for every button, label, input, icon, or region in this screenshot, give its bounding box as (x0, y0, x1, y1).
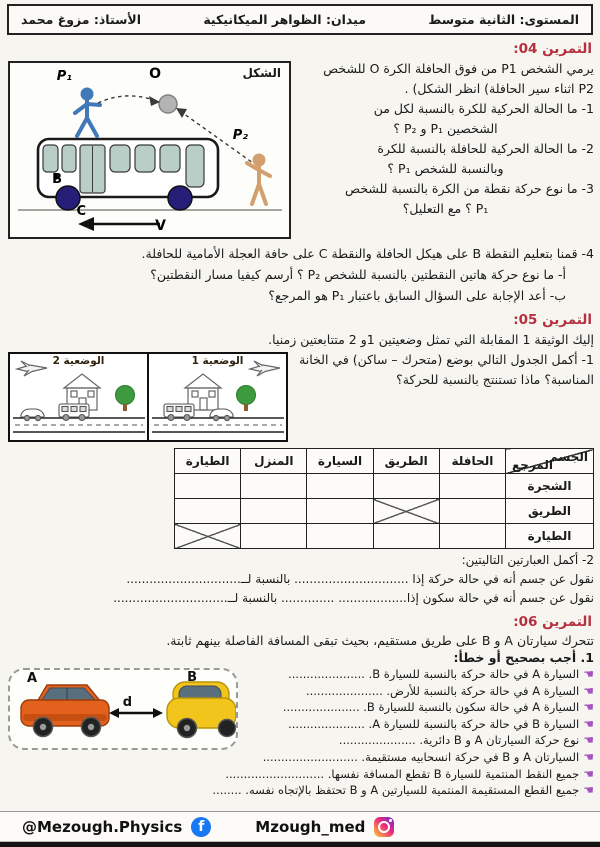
arrowhead (78, 217, 94, 231)
ex05-q1-line: المناسبة؟ ماذا تستنتج بالنسبة للحركة؟ (396, 372, 594, 387)
ex05-title: التمرين 05: (513, 312, 592, 328)
hand-bullet-icon: ☚ (583, 733, 594, 748)
ex05-q2 (6, 551, 594, 608)
table-cell[interactable] (439, 524, 505, 549)
point-b-label: B (52, 172, 62, 187)
header-teacher: الأستاذ: مزوغ محمد (21, 12, 141, 27)
list-item: ☚جميع النقط المنتمية للسيارة B تقطع المسافة نفسها. ........................... (225, 766, 594, 781)
header-field: ميدان: الظواهر الميكانيكية (203, 12, 366, 27)
distance-label: d (122, 695, 132, 710)
corner-body-label: الجسم (549, 450, 588, 464)
facebook-handle: @Mezough.Physics (22, 817, 183, 836)
table-cell[interactable] (175, 499, 241, 524)
ex04-line: أ- ما نوع حركة هاتين النقطتين بالنسبة للشخص P₂ ؟ أرسم كيفيا مسار النقطتين؟ (150, 267, 566, 282)
list-item: ☚السيارتان A و B في حركة انسحابيه مستقيمة. .......................... (262, 749, 594, 764)
instagram-handle: Mzough_med (255, 817, 366, 836)
hand-bullet-icon: ☚ (583, 766, 594, 781)
row-header: الطريق (506, 499, 594, 524)
ex04-body (6, 59, 594, 306)
table-cell (373, 499, 439, 524)
hand-bullet-icon: ☚ (583, 749, 594, 764)
ex04-line: وبالنسبة للشخص P₁ ؟ (387, 161, 504, 176)
ex05-intro: إليك الوثيقة 1 المقابلة التي تمثل وضعيتين 1و 2 متتابعتين زمنيا. (268, 332, 594, 347)
table-cell[interactable] (175, 474, 241, 499)
row-header: الطيارة (506, 524, 594, 549)
table-cell[interactable] (307, 524, 373, 549)
ex04-title: التمرين 04: (513, 41, 592, 57)
cars-drawing (11, 670, 236, 747)
ex05-document1-figure (8, 352, 288, 442)
ex04-line: 3- ما نوع حركة نقطة من الكرة بالنسبة للشخص (345, 181, 594, 196)
ex05-q2-title: 2- أكمل العبارتين التاليتين: (461, 553, 594, 567)
ex04-bus-figure (8, 61, 291, 239)
bus-wheel-rear (168, 186, 192, 210)
ex04-line: يرمي الشخص P1 من فوق الحافلة الكرة O للشخص (323, 61, 594, 76)
ex06-title: التمرين 06: (513, 614, 592, 630)
car-icon (210, 409, 233, 421)
person-p1 (75, 89, 100, 137)
corner-ref-label: المرجع (512, 458, 553, 472)
list-item: ☚السيارة A في حالة سكون بالنسبة للسيارة B. ..................... (282, 700, 594, 715)
ex04-line: 1- ما الحالة الحركية للكرة بالنسبة لكل من (373, 101, 594, 116)
col-header: الطريق (373, 449, 439, 474)
point-c-label: C (76, 204, 86, 219)
table-cell[interactable] (241, 524, 307, 549)
ex05-q1-line: 1- أكمل الجدول التالي بوضع (متحرك – ساكن) في الخانة (299, 352, 594, 367)
bus-windshield (43, 145, 58, 172)
bus-window (186, 145, 204, 187)
list-item: ☚نوع حركة السيارتان A و B دائرية. ..................... (338, 733, 594, 748)
ex04-line: ب- أعد الإجابة على السؤال السابق باعتبار P₁ هو المرجع؟ (268, 288, 566, 303)
arrowhead (176, 108, 187, 118)
table-cell[interactable] (307, 474, 373, 499)
header-bar (7, 4, 593, 35)
table-cell[interactable] (373, 474, 439, 499)
p2-label: P₂ (232, 128, 248, 143)
table-cell[interactable] (439, 499, 505, 524)
table-cell[interactable] (307, 499, 373, 524)
table-cell[interactable] (373, 524, 439, 549)
instagram-icon (374, 817, 394, 837)
ex06-body (6, 666, 594, 799)
car-a-label: A (26, 671, 37, 686)
bus-window (160, 145, 180, 172)
col-header: السيارة (307, 449, 373, 474)
hand-bullet-icon: ☚ (583, 667, 594, 681)
reference-table (174, 448, 594, 549)
hand-bullet-icon: ☚ (583, 700, 594, 715)
ex04-questions-full (6, 243, 594, 306)
arrowhead (153, 708, 163, 718)
ex06-cars-figure (8, 668, 238, 750)
figure-caption: الشكل (242, 66, 281, 80)
ex05-body (6, 350, 594, 608)
panel-position-2 (10, 354, 147, 440)
footer (0, 811, 600, 847)
hand-bullet-icon: ☚ (583, 716, 594, 731)
velocity-label: V (155, 218, 166, 234)
car-a-suv (21, 685, 109, 737)
tree-icon (237, 386, 256, 412)
hand-bullet-icon: ☚ (583, 783, 594, 798)
table-cell[interactable] (439, 474, 505, 499)
trajectory-p1-to-ball (98, 96, 154, 103)
table-cell[interactable] (241, 499, 307, 524)
panel-position-1 (147, 354, 286, 440)
bottom-black-bar (0, 842, 600, 847)
list-item: ☚السيارة A في حالة حركة بالنسبة للسيارة B. ..................... (288, 667, 594, 681)
ex04-line: الشخصين P₁ و P₂ ؟ (393, 121, 498, 136)
ex04-line: 4- قمنا بتعليم النقطة B على هيكل الحافلة والنقطة C على حافة العجلة الأمامية للحافلة. (141, 246, 594, 261)
car-b-label: B (187, 670, 197, 685)
ex04-line: P2 اثناء سير الحافلة) انظر الشكل) . (404, 81, 594, 96)
ex05-fill-line: نقول عن جسم أنه في حالة حركة إذا .............................. بالنسبة لــ.............................. (126, 572, 594, 586)
bus-scene-drawing (10, 63, 289, 237)
bus-window (110, 145, 130, 172)
row-header: الشجرة (506, 474, 594, 499)
tree-icon (116, 386, 135, 412)
table-cell (175, 524, 241, 549)
list-item: ☚السيارة A في حالة حركة بالنسبة للأرض. ..................... (305, 683, 594, 698)
list-item: ☚السيارة B في حالة حركة بالنسبة للسيارة A. ..................... (288, 716, 594, 731)
ex04-line: P₁ ؟ مع التعليل؟ (402, 201, 489, 216)
header-level: المستوى: الثانية متوسط (428, 12, 579, 27)
bus-window (135, 145, 155, 172)
ex04-line: 2- ما الحالة الحركية للحافلة بالنسبة للكرة (377, 141, 594, 156)
car-icon (21, 409, 44, 421)
p1-label: P₁ (56, 69, 72, 84)
panel2-label: الوضعية 2 (52, 355, 105, 367)
table-cell[interactable] (241, 474, 307, 499)
ball (159, 95, 177, 113)
panel1-label: الوضعية 1 (191, 355, 244, 367)
ex05-fill-line: نقول عن جسم أنه في حالة سكون إذا.................. .............. بالنسبة لــ.............................. (113, 591, 594, 605)
col-header: الحافلة (439, 449, 505, 474)
table-corner-cell (506, 449, 594, 474)
arrowhead (109, 708, 119, 718)
hand-bullet-icon: ☚ (583, 683, 594, 698)
facebook-icon: f (191, 817, 211, 837)
car-b (167, 682, 236, 738)
ball-o-label: O (149, 66, 161, 82)
ex06-intro: تتحرك سيارتان A و B على طريق مستقيم، بحيث تبقى المسافة الفاصلة بينهم ثابتة. (166, 633, 594, 648)
col-header: المنزل (241, 449, 307, 474)
bus-window (62, 145, 76, 172)
list-item: ☚جميع القطع المستقيمة المنتمية للسيارتين A و B تحتفظ بالإتجاه نفسه. ........ (212, 783, 594, 798)
ex06-q1: 1. أجب بصحيح أو خطأ: (453, 650, 594, 665)
col-header: الطيارة (175, 449, 241, 474)
social-bar (0, 812, 600, 842)
